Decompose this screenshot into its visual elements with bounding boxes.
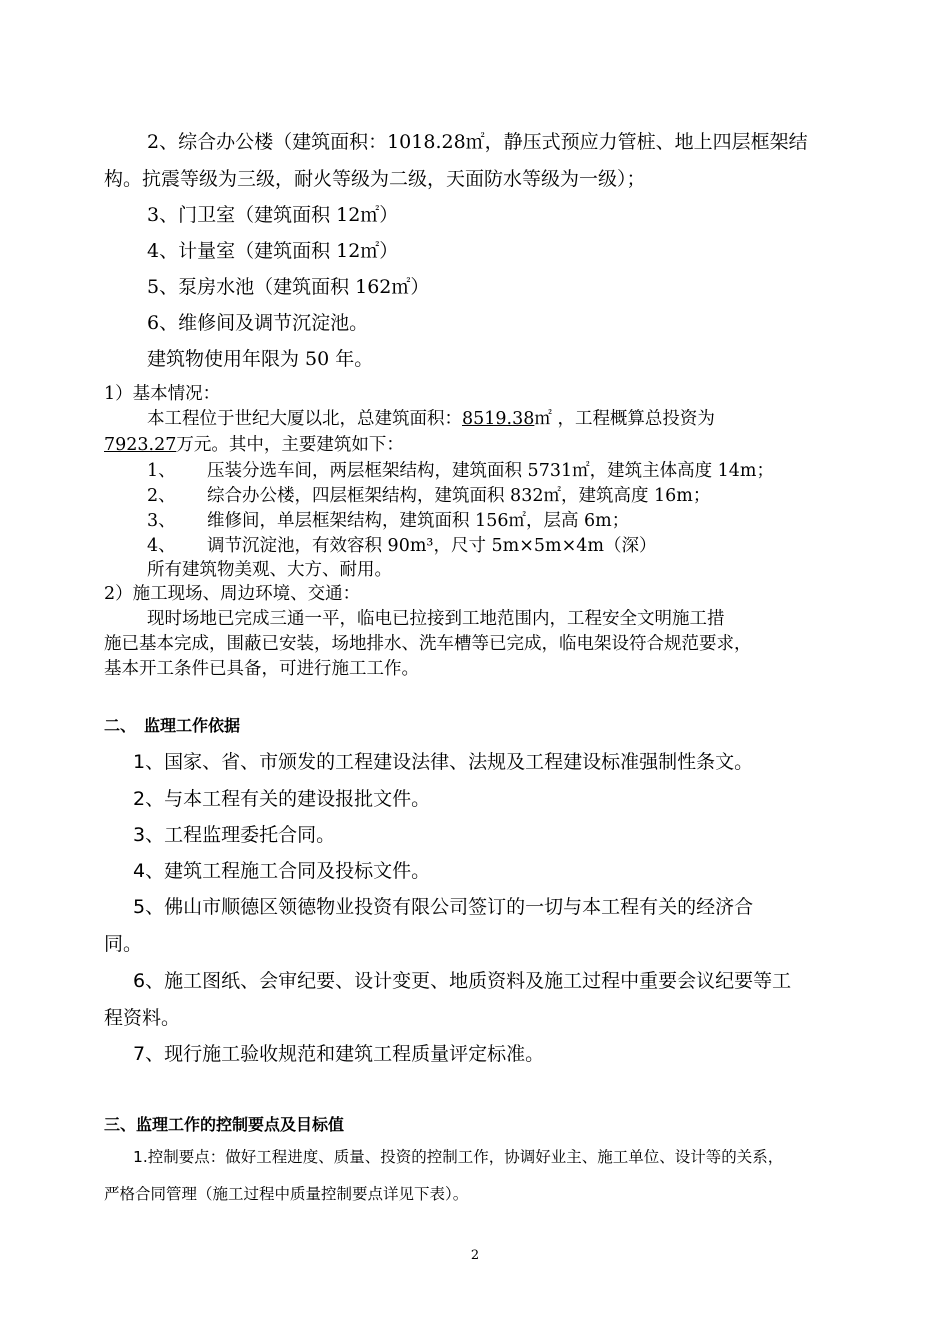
- item-text: 调节沉淀池，有效容积 90m³，尺寸 5m×5m×4m（深）: [207, 536, 657, 556]
- list-item: [147, 482, 710, 507]
- page-number: 2: [470, 1248, 480, 1263]
- list-item: [147, 532, 657, 557]
- basis-line: 4、建筑工程施工合同及投标文件。: [133, 860, 431, 882]
- site-line: 施已基本完成，围蔽已安装，场地排水、洗车槽等已完成，临电架设符合规范要求，: [104, 634, 752, 654]
- item-text: 压装分选车间，两层框架结构，建筑面积 5731㎡，建筑主体高度 14m；: [207, 461, 775, 481]
- basic-intro: [147, 405, 715, 430]
- basis-line: 3、工程监理委托合同。: [133, 824, 336, 846]
- item-number: 4、: [147, 536, 176, 556]
- section-heading: 二、 监理工作依据: [104, 716, 241, 735]
- basic-intro-cont: [104, 431, 404, 456]
- basis-line: 程资料。: [104, 1007, 181, 1029]
- control-line: 1.控制要点：做好工程进度、质量、投资的控制工作，协调好业主、施工单位、设计等的关系，: [133, 1148, 784, 1166]
- building-line: 建筑物使用年限为 50 年。: [147, 348, 374, 370]
- building-line: 6、维修间及调节沉淀池。: [147, 312, 369, 334]
- basic-closing: 所有建筑物美观、大方、耐用。: [147, 560, 392, 580]
- basic-heading: 1）基本情况：: [104, 384, 221, 404]
- basis-line: 6、施工图纸、会审纪要、设计变更、地质资料及施工过程中重要会议纪要等工: [133, 970, 792, 992]
- intro-text: 万元。其中，主要建筑如下：: [176, 435, 404, 455]
- site-heading: 2）施工现场、周边环境、交通：: [104, 584, 361, 604]
- item-text: 维修间，单层框架结构，建筑面积 156㎡，层高 6m；: [207, 511, 630, 531]
- basis-line: 2、与本工程有关的建设报批文件。: [133, 788, 431, 810]
- intro-text: ㎡ ，工程概算总投资为: [534, 409, 715, 429]
- building-line: 5、泵房水池（建筑面积 162㎡）: [147, 276, 430, 298]
- investment-value: 7923.27: [104, 435, 177, 455]
- item-text: 综合办公楼，四层框架结构，建筑面积 832㎡，建筑高度 16m；: [207, 486, 711, 506]
- basis-line: 1、国家、省、市颁发的工程建设法律、法规及工程建设标准强制性条文。: [133, 751, 754, 773]
- control-line: 严格合同管理（施工过程中质量控制要点详见下表）。: [104, 1185, 469, 1203]
- building-line: 构。抗震等级为三级，耐火等级为二级，天面防水等级为一级）；: [104, 168, 646, 190]
- site-line: 现时场地已完成三通一平，临电已拉接到工地范围内，工程安全文明施工措: [147, 609, 725, 629]
- intro-text: 本工程位于世纪大厦以北，总建筑面积：: [147, 409, 462, 429]
- building-line: 2、综合办公楼（建筑面积：1018.28㎡，静压式预应力管桩、地上四层框架结: [147, 131, 808, 153]
- list-item: [147, 507, 629, 532]
- list-item: [147, 457, 774, 482]
- building-line: 3、门卫室（建筑面积 12㎡）: [147, 204, 399, 226]
- item-number: 1、: [147, 461, 176, 481]
- item-number: 3、: [147, 511, 176, 531]
- site-line: 基本开工条件已具备，可进行施工工作。: [104, 659, 419, 679]
- section-heading: 三、监理工作的控制要点及目标值: [104, 1115, 345, 1134]
- building-line: 4、计量室（建筑面积 12㎡）: [147, 240, 399, 262]
- total-area-value: 8519.38: [462, 409, 535, 429]
- item-number: 2、: [147, 486, 176, 506]
- basis-line: 7、现行施工验收规范和建筑工程质量评定标准。: [133, 1043, 545, 1065]
- basis-line: 5、佛山市顺德区领德物业投资有限公司签订的一切与本工程有关的经济合: [133, 896, 754, 918]
- basis-line: 同。: [104, 933, 143, 955]
